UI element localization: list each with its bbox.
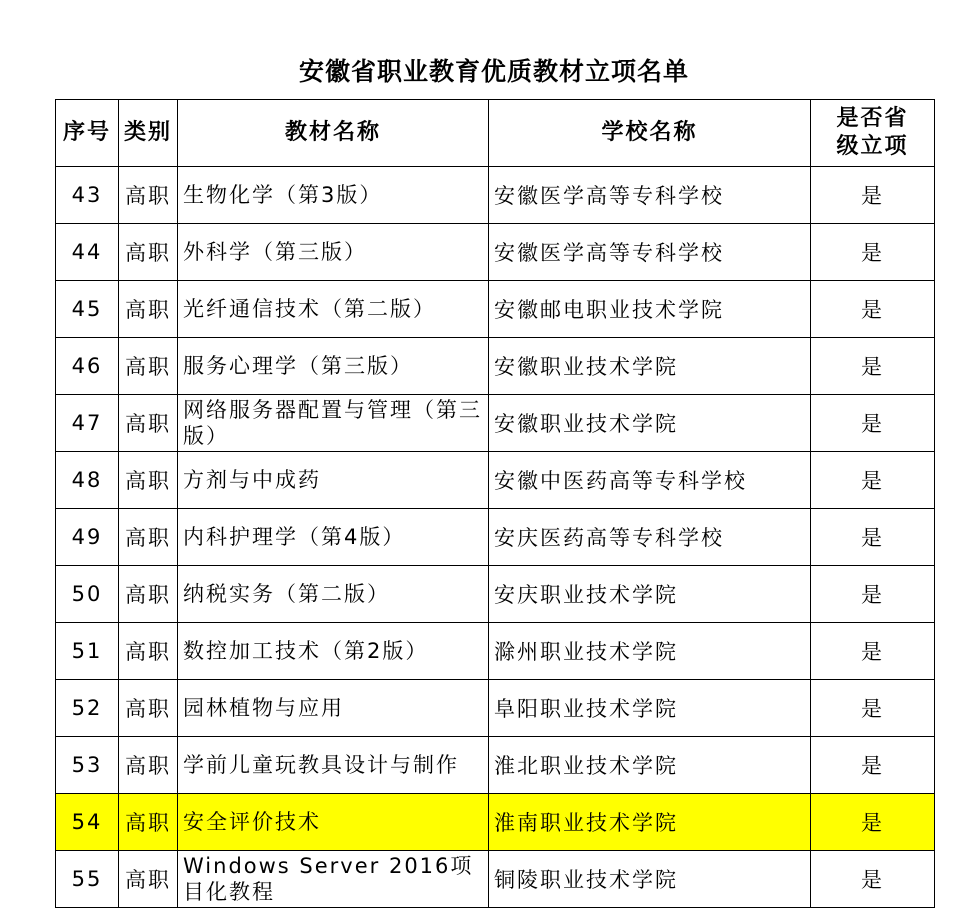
textbook-table bbox=[55, 99, 935, 908]
row-school-name: 阜阳职业技术学院 bbox=[489, 680, 811, 737]
row-school-name: 铜陵职业技术学院 bbox=[489, 851, 811, 908]
row-textbook-name: 光纤通信技术（第二版） bbox=[178, 281, 489, 338]
row-textbook-name: 方剂与中成药 bbox=[178, 452, 489, 509]
table-row bbox=[56, 509, 935, 566]
row-provincial: 是 bbox=[811, 167, 935, 224]
header-category: 类别 bbox=[119, 100, 178, 167]
row-school-name: 安徽中医药高等专科学校 bbox=[489, 452, 811, 509]
row-provincial: 是 bbox=[811, 224, 935, 281]
row-category: 高职 bbox=[119, 623, 178, 680]
row-num: 46 bbox=[56, 338, 119, 395]
row-provincial: 是 bbox=[811, 851, 935, 908]
header-num: 序号 bbox=[56, 100, 119, 167]
table-row bbox=[56, 338, 935, 395]
row-category: 高职 bbox=[119, 452, 178, 509]
row-num: 48 bbox=[56, 452, 119, 509]
row-textbook-name: 安全评价技术 bbox=[178, 794, 489, 851]
row-textbook-name: 外科学（第三版） bbox=[178, 224, 489, 281]
table-row bbox=[56, 281, 935, 338]
row-school-name: 滁州职业技术学院 bbox=[489, 623, 811, 680]
row-provincial: 是 bbox=[811, 566, 935, 623]
table-row bbox=[56, 167, 935, 224]
row-textbook-name: 园林植物与应用 bbox=[178, 680, 489, 737]
row-num: 52 bbox=[56, 680, 119, 737]
row-category: 高职 bbox=[119, 851, 178, 908]
row-provincial: 是 bbox=[811, 509, 935, 566]
row-provincial: 是 bbox=[811, 680, 935, 737]
row-school-name: 安徽邮电职业技术学院 bbox=[489, 281, 811, 338]
row-num: 44 bbox=[56, 224, 119, 281]
table-row bbox=[56, 395, 935, 452]
row-school-name: 安庆医药高等专科学校 bbox=[489, 509, 811, 566]
row-num: 45 bbox=[56, 281, 119, 338]
page-title: 安徽省职业教育优质教材立项名单 bbox=[298, 57, 689, 86]
row-category: 高职 bbox=[119, 395, 178, 452]
table-row bbox=[56, 623, 935, 680]
row-school-name: 淮北职业技术学院 bbox=[489, 737, 811, 794]
row-category: 高职 bbox=[119, 794, 178, 851]
row-provincial: 是 bbox=[811, 452, 935, 509]
row-category: 高职 bbox=[119, 566, 178, 623]
row-num: 49 bbox=[56, 509, 119, 566]
table-body bbox=[56, 167, 935, 908]
row-num: 47 bbox=[56, 395, 119, 452]
row-school-name: 淮南职业技术学院 bbox=[489, 794, 811, 851]
row-category: 高职 bbox=[119, 338, 178, 395]
table-row bbox=[56, 737, 935, 794]
row-num: 54 bbox=[56, 794, 119, 851]
row-school-name: 安徽职业技术学院 bbox=[489, 395, 811, 452]
row-textbook-name: 服务心理学（第三版） bbox=[178, 338, 489, 395]
table-row bbox=[56, 851, 935, 908]
table-header-row bbox=[56, 100, 935, 167]
row-school-name: 安庆职业技术学院 bbox=[489, 566, 811, 623]
row-provincial: 是 bbox=[811, 794, 935, 851]
row-provincial: 是 bbox=[811, 395, 935, 452]
row-num: 50 bbox=[56, 566, 119, 623]
row-num: 43 bbox=[56, 167, 119, 224]
row-school-name: 安徽医学高等专科学校 bbox=[489, 167, 811, 224]
row-category: 高职 bbox=[119, 509, 178, 566]
row-num: 55 bbox=[56, 851, 119, 908]
row-textbook-name: 学前儿童玩教具设计与制作 bbox=[178, 737, 489, 794]
header-school-name: 学校名称 bbox=[489, 100, 811, 167]
row-category: 高职 bbox=[119, 281, 178, 338]
row-provincial: 是 bbox=[811, 338, 935, 395]
row-school-name: 安徽职业技术学院 bbox=[489, 338, 811, 395]
row-num: 53 bbox=[56, 737, 119, 794]
row-textbook-name: 内科护理学（第4版） bbox=[178, 509, 489, 566]
table-row bbox=[56, 452, 935, 509]
row-category: 高职 bbox=[119, 737, 178, 794]
row-category: 高职 bbox=[119, 224, 178, 281]
table-row bbox=[56, 566, 935, 623]
row-num: 51 bbox=[56, 623, 119, 680]
row-textbook-name: Windows Server 2016项目化教程 bbox=[178, 851, 489, 908]
row-provincial: 是 bbox=[811, 623, 935, 680]
row-textbook-name: 纳税实务（第二版） bbox=[178, 566, 489, 623]
table-row bbox=[56, 794, 935, 851]
header-textbook-name: 教材名称 bbox=[178, 100, 489, 167]
row-provincial: 是 bbox=[811, 737, 935, 794]
row-textbook-name: 网络服务器配置与管理（第三版） bbox=[178, 395, 489, 452]
row-textbook-name: 生物化学（第3版） bbox=[178, 167, 489, 224]
row-textbook-name: 数控加工技术（第2版） bbox=[178, 623, 489, 680]
row-category: 高职 bbox=[119, 680, 178, 737]
table-row bbox=[56, 224, 935, 281]
row-provincial: 是 bbox=[811, 281, 935, 338]
row-school-name: 安徽医学高等专科学校 bbox=[489, 224, 811, 281]
header-provincial: 是否省级立项 bbox=[811, 100, 935, 167]
row-category: 高职 bbox=[119, 167, 178, 224]
table-row bbox=[56, 680, 935, 737]
